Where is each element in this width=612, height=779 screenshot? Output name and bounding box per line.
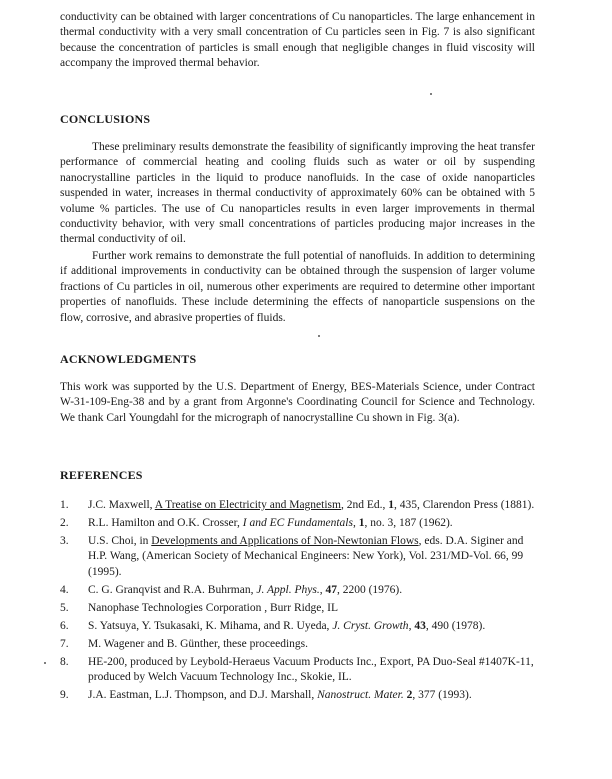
reference-text-segment: Nanophase Technologies Corporation , Burr Ridge, IL bbox=[88, 601, 339, 614]
reference-text-segment: M. Wagener and B. Günther, these proceedings. bbox=[88, 637, 309, 650]
references-heading: REFERENCES bbox=[60, 468, 143, 482]
reference-text-segment: , 2nd Ed., bbox=[340, 499, 389, 511]
reference-item bbox=[60, 637, 540, 652]
reference-text-segment: , 435, Clarendon Press (1881). bbox=[394, 499, 535, 511]
reference-text-segment: 1 bbox=[358, 517, 365, 529]
scan-speck bbox=[318, 335, 320, 337]
reference-text bbox=[88, 619, 540, 634]
reference-text-segment: 1 bbox=[388, 499, 395, 511]
references-list bbox=[60, 498, 540, 706]
reference-number: 1. bbox=[60, 499, 69, 511]
reference-text-segment: , eds. D.A. Siginer and H.P. Wang, (American Society of Mechanical Engineers: New York), Vol. 231/MD-Vol. 66, 99 (1995). bbox=[88, 535, 524, 578]
reference-text bbox=[88, 688, 540, 703]
reference-number: 8. bbox=[60, 655, 69, 668]
reference-number: 4. bbox=[60, 583, 69, 596]
reference-text-segment: J.A. Eastman, L.J. Thompson, and D.J. Marshall, bbox=[88, 689, 318, 702]
reference-item bbox=[60, 601, 540, 616]
reference-item bbox=[60, 655, 540, 686]
reference-text bbox=[88, 583, 540, 598]
reference-text-segment: , 2200 (1976). bbox=[336, 583, 403, 596]
reference-number: 6. bbox=[60, 619, 69, 632]
reference-number: 9. bbox=[60, 689, 69, 702]
reference-text-segment: Nanostruct. Mater. bbox=[317, 689, 404, 702]
reference-text-segment: 43 bbox=[414, 619, 426, 632]
reference-text-segment: HE-200, produced by Leybold-Heraeus Vacuum Products Inc., Export, PA Duo-Seal #1407K-11, produced by Welch Vacuum Technology Inc., Skokie, IL. bbox=[88, 655, 534, 684]
reference-text bbox=[88, 655, 540, 686]
reference-number: 3. bbox=[60, 535, 69, 547]
reference-text-segment: Developments and Applications of Non-Newtonian Flows bbox=[151, 535, 419, 547]
reference-text-segment: R.L. Hamilton and O.K. Crosser, bbox=[88, 517, 243, 529]
reference-item bbox=[60, 498, 540, 513]
reference-text-segment: , 490 (1978). bbox=[425, 619, 486, 632]
reference-text-segment: , bbox=[352, 517, 359, 529]
scan-speck bbox=[430, 93, 432, 95]
reference-text-segment: J.C. Maxwell, bbox=[88, 499, 155, 511]
reference-text-segment: J. Cryst. Growth bbox=[332, 619, 409, 632]
reference-text-segment: I and EC Fundamentals bbox=[242, 517, 353, 529]
reference-text-segment: A Treatise on Electricity and Magnetism bbox=[154, 499, 341, 511]
reference-text bbox=[88, 637, 540, 652]
reference-item bbox=[60, 619, 540, 634]
reference-number: 7. bbox=[60, 637, 69, 650]
reference-item bbox=[60, 516, 540, 531]
reference-text-segment: , bbox=[319, 583, 326, 596]
reference-text-segment: , 377 (1993). bbox=[412, 689, 472, 702]
reference-text bbox=[88, 498, 540, 513]
reference-text bbox=[88, 601, 540, 616]
reference-item bbox=[60, 583, 540, 598]
reference-text-segment: , bbox=[408, 619, 415, 632]
reference-item bbox=[60, 688, 540, 703]
reference-number: 5. bbox=[60, 601, 69, 614]
conclusions-paragraph-1: These preliminary results demonstrate the feasibility of significantly improving the heat transfer performance of commercial heating and cooling fluids such as water or oil by suspending nanocrystalline particles in the liquid to produce nanofluids. In the case of oxide nanoparticles suspended in water, increases in thermal conductivity of approximately 60% can be obtained with 5 volume % particles. The use of Cu nanoparticles results in even larger improvements in thermal conductivity behavior, with very small concentrations of particles producing major increases in the thermal conductivity of oil. bbox=[60, 141, 535, 246]
intro-paragraph: conductivity can be obtained with larger concentrations of Cu nanoparticles. The large enhancement in thermal conductivity with a very small concentration of Cu particles seen in Fig. 7 is also significant because the concentration of particles is small enough that negligible changes in fluid viscosity will accompany the improved thermal behavior. bbox=[60, 11, 535, 70]
reference-text-segment: U.S. Choi, in bbox=[88, 535, 152, 547]
reference-text-segment: 2 bbox=[406, 689, 413, 702]
reference-text-segment: , no. 3, 187 (1962). bbox=[364, 517, 453, 529]
conclusions-heading: CONCLUSIONS bbox=[60, 112, 151, 126]
reference-number: 2. bbox=[60, 517, 69, 529]
scan-speck bbox=[44, 662, 46, 664]
conclusions-paragraph-2: Further work remains to demonstrate the full potential of nanofluids. In addition to determining if additional improvements in conductivity can be obtained through the suspension of larger volume fractions of Cu particles in oil, numerous other experiments are required to determine other important properties of nanofluids. These include determining the effects of nanoparticle suspensions on the flow, corrosive, and abrasive properties of fluids. bbox=[60, 250, 535, 324]
reference-text bbox=[88, 516, 540, 531]
reference-text-segment: C. G. Granqvist and R.A. Buhrman, bbox=[88, 583, 257, 596]
reference-text bbox=[88, 534, 540, 580]
acknowledgments-paragraph: This work was supported by the U.S. Department of Energy, BES-Materials Science, under Contract W-31-109-Eng-38 and by a grant from Argonne's Coordinating Council for Science and Technology. We thank Carl Youngdahl for the micrograph of nanocrystalline Cu shown in Fig. 3(a). bbox=[60, 381, 535, 424]
reference-text-segment: J. Appl. Phys. bbox=[256, 583, 320, 596]
reference-text-segment: 47 bbox=[325, 583, 337, 596]
acknowledgments-heading: ACKNOWLEDGMENTS bbox=[60, 352, 197, 366]
reference-item bbox=[60, 534, 540, 580]
reference-text-segment: S. Yatsuya, Y. Tsukasaki, K. Mihama, and R. Uyeda, bbox=[88, 619, 333, 632]
